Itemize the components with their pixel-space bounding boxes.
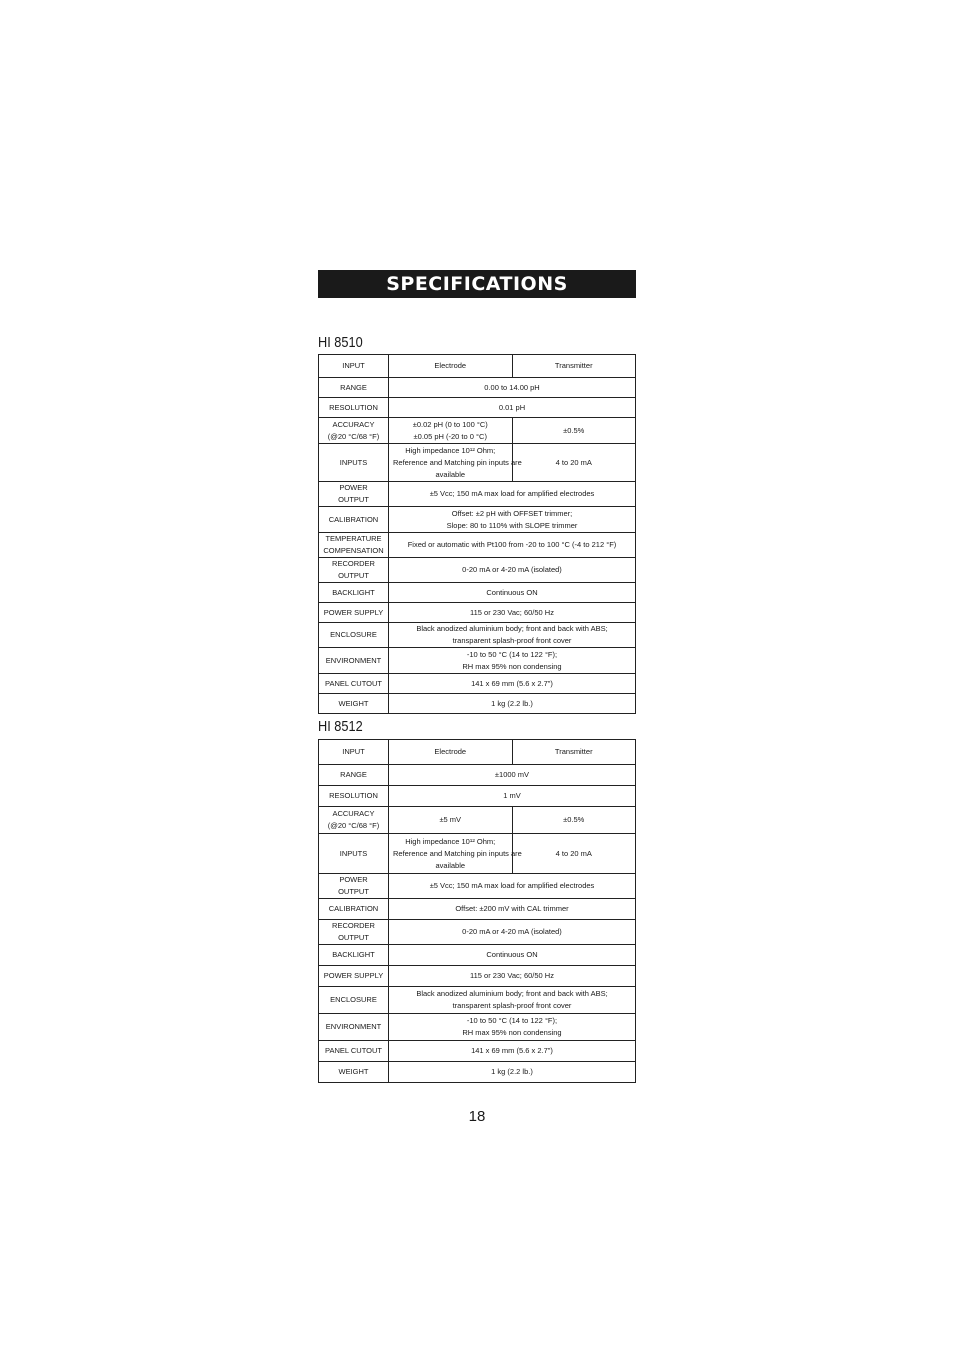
label-line: (@20 °C/68 °F): [327, 431, 380, 441]
table-row: [319, 807, 636, 834]
table-row: [319, 507, 636, 533]
value-line: Reference and Matching pin inputs are: [393, 848, 522, 858]
cell-value: 4 to 20 mA: [512, 444, 636, 482]
row-label: POWER SUPPLY: [319, 966, 389, 987]
cell-value: 1 mV: [389, 786, 636, 807]
table-row: [319, 945, 636, 966]
row-label: WEIGHT: [319, 694, 389, 714]
cell-value: Continuous ON: [389, 583, 636, 603]
row-label: [319, 418, 389, 444]
table-row: [319, 966, 636, 987]
table-row: [319, 648, 636, 674]
value-line: transparent splash-proof front cover: [452, 636, 572, 645]
row-label: [319, 533, 389, 558]
row-label: ENVIRONMENT: [319, 1014, 389, 1041]
cell-value: ±5 Vcc; 150 mA max load for amplified electrodes: [389, 482, 636, 507]
table-row: [319, 444, 636, 482]
value-line: RH max 95% non condensing: [462, 661, 562, 671]
cell-value: ±1000 mV: [389, 765, 636, 786]
row-label: CALIBRATION: [319, 507, 389, 533]
cell-value: [389, 444, 522, 482]
cell-value: Transmitter: [512, 740, 636, 765]
row-label: BACKLIGHT: [319, 583, 389, 603]
table-row: [319, 378, 636, 398]
cell-value: ±5 Vcc; 150 mA max load for amplified electrodes: [389, 874, 636, 899]
label-line: ACCURACY: [332, 809, 375, 818]
cell-value: [389, 507, 636, 533]
cell-value: ±0.5%: [512, 418, 636, 444]
cell-value: 0-20 mA or 4-20 mA (isolated): [389, 558, 636, 583]
table-row: [319, 874, 636, 899]
row-label: ENCLOSURE: [319, 987, 389, 1014]
table-row: [319, 583, 636, 603]
spec-table-hi8512: [318, 739, 636, 1083]
cell-value: Offset: ±200 mV with CAL trimmer: [389, 899, 636, 920]
cell-value: 0-20 mA or 4-20 mA (isolated): [389, 920, 636, 945]
table-row: [319, 533, 636, 558]
cell-value: 1 kg (2.2 lb.): [389, 1062, 636, 1083]
table-row: [319, 674, 636, 694]
table-row: [319, 694, 636, 714]
table-row: [319, 355, 636, 378]
row-label: PANEL CUTOUT: [319, 1041, 389, 1062]
value-line: -10 to 50 °C (14 to 122 °F);: [466, 649, 558, 659]
value-line: transparent splash-proof front cover: [452, 1001, 572, 1010]
row-label: [319, 807, 389, 834]
table-row: [319, 603, 636, 623]
value-line: High impedance 10¹² Ohm;: [405, 445, 496, 455]
table-row: [319, 765, 636, 786]
label-line: ACCURACY: [332, 419, 375, 429]
cell-value: Electrode: [389, 355, 513, 378]
cell-value: Transmitter: [512, 355, 636, 378]
row-label: RECORDER OUTPUT: [319, 920, 389, 945]
page-number: 18: [468, 1108, 486, 1125]
cell-value: 115 or 230 Vac; 60/50 Hz: [389, 603, 636, 623]
section-heading-hi8512: HI 8512: [318, 718, 363, 735]
value-line: ±0.02 pH (0 to 100 °C): [412, 419, 488, 429]
row-label: WEIGHT: [319, 1062, 389, 1083]
table-row: [319, 899, 636, 920]
label-line: (@20 °C/68 °F): [327, 821, 380, 830]
section-heading-hi8510: HI 8510: [318, 334, 363, 351]
cell-value: 141 x 69 mm (5.6 x 2.7"): [389, 674, 636, 694]
table-row: [319, 987, 636, 1014]
value-line: available: [435, 860, 466, 870]
cell-value: 141 x 69 mm (5.6 x 2.7"): [389, 1041, 636, 1062]
value-line: -10 to 50 °C (14 to 122 °F);: [466, 1016, 558, 1025]
table-row: [319, 834, 636, 874]
row-label: PANEL CUTOUT: [319, 674, 389, 694]
value-line: Reference and Matching pin inputs are: [393, 457, 522, 467]
row-label: ENCLOSURE: [319, 623, 389, 648]
value-line: ±0.05 pH (-20 to 0 °C): [413, 431, 487, 441]
cell-value: ±5 mV: [389, 807, 513, 834]
table-row: [319, 623, 636, 648]
value-line: Offset: ±2 pH with OFFSET trimmer;: [451, 508, 573, 518]
cell-value: 0.00 to 14.00 pH: [389, 378, 636, 398]
cell-value: [389, 987, 636, 1014]
label-line: TEMPERATURE: [325, 534, 382, 543]
cell-value: ±0.5%: [512, 807, 636, 834]
cell-value: Continuous ON: [389, 945, 636, 966]
row-label: POWER OUTPUT: [319, 874, 389, 899]
row-label: RANGE: [319, 765, 389, 786]
value-line: RH max 95% non condensing: [462, 1028, 562, 1037]
table-row: [319, 398, 636, 418]
cell-value: 0.01 pH: [389, 398, 636, 418]
table-row: [319, 1041, 636, 1062]
table-row: [319, 558, 636, 583]
table-row: [319, 482, 636, 507]
table-row: [319, 740, 636, 765]
page-title: SPECIFICATIONS: [318, 270, 636, 298]
table-row: [319, 1062, 636, 1083]
row-label: INPUT: [319, 355, 389, 378]
row-label: INPUT: [319, 740, 389, 765]
table-row: [319, 786, 636, 807]
label-line: COMPENSATION: [323, 546, 384, 555]
cell-value: 115 or 230 Vac; 60/50 Hz: [389, 966, 636, 987]
row-label: POWER OUTPUT: [319, 482, 389, 507]
spec-table-hi8510: [318, 354, 636, 714]
row-label: RANGE: [319, 378, 389, 398]
cell-value: 1 kg (2.2 lb.): [389, 694, 636, 714]
cell-value: [389, 623, 636, 648]
cell-value: [389, 1014, 636, 1041]
value-line: Black anodized aluminium body; front and back with ABS;: [416, 989, 608, 998]
table-row: [319, 418, 636, 444]
row-label: CALIBRATION: [319, 899, 389, 920]
cell-value: Electrode: [389, 740, 513, 765]
value-line: available: [435, 469, 466, 479]
table-row: [319, 1014, 636, 1041]
cell-value: [389, 418, 513, 444]
cell-value: 4 to 20 mA: [512, 834, 636, 874]
row-label: RECORDER OUTPUT: [319, 558, 389, 583]
row-label: INPUTS: [319, 834, 389, 874]
cell-value: [389, 834, 522, 874]
table-row: [319, 920, 636, 945]
row-label: POWER SUPPLY: [319, 603, 389, 623]
value-line: High impedance 10¹² Ohm;: [405, 836, 496, 846]
row-label: BACKLIGHT: [319, 945, 389, 966]
row-label: INPUTS: [319, 444, 389, 482]
row-label: RESOLUTION: [319, 398, 389, 418]
row-label: ENVIRONMENT: [319, 648, 389, 674]
cell-value: [389, 648, 636, 674]
value-line: Slope: 80 to 110% with SLOPE trimmer: [446, 520, 578, 530]
row-label: RESOLUTION: [319, 786, 389, 807]
value-line: Black anodized aluminium body; front and back with ABS;: [416, 624, 608, 633]
cell-value: Fixed or automatic with Pt100 from -20 to 100 °C (-4 to 212 °F): [389, 533, 636, 558]
